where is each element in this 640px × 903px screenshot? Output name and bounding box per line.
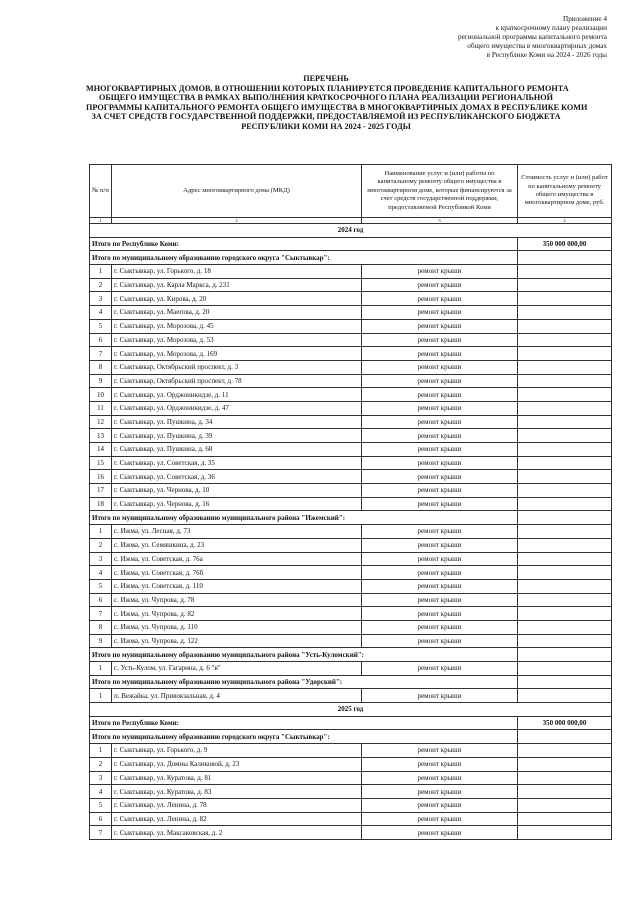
row-address: г. Сыктывкар, ул. Максаковская, д. 2: [112, 826, 362, 840]
year-row: [90, 224, 612, 238]
row-address: г. Сыктывкар, ул. Морозова, д. 53: [112, 333, 362, 347]
row-work: ремонт крыши: [362, 484, 518, 498]
title-line: ПЕРЕЧЕНЬ: [303, 74, 349, 83]
row-number: 9: [90, 634, 112, 648]
title-line: ОБЩЕГО ИМУЩЕСТВА В РАМКАХ ВЫПОЛНЕНИЯ КРАТКОСРОЧНОГО ПЛАНА РЕАЛИЗАЦИИ РЕГИОНАЛЬНОЙ: [98, 93, 554, 103]
row-number: 10: [90, 388, 112, 402]
row-address: г. Сыктывкар, ул. Кирова, д. 20: [112, 292, 362, 306]
row-work: ремонт крыши: [362, 552, 518, 566]
appendix-line: к краткосрочному плану реализации: [495, 23, 607, 32]
header-address: Адрес многоквартирного дома (МКД): [112, 165, 362, 218]
table-row: [90, 634, 612, 648]
row-work: ремонт крыши: [362, 634, 518, 648]
row-cost: [518, 456, 612, 470]
row-address: г. Сыктывкар, ул. Пушкина, д. 34: [112, 415, 362, 429]
row-number: 4: [90, 566, 112, 580]
column-number: 2: [112, 218, 362, 224]
row-cost: [518, 374, 612, 388]
header-cost: Стоимость услуг и (или) работ по капитальному ремонту общего имущества в многоквартирном доме, руб.: [518, 165, 612, 218]
row-work: ремонт крыши: [362, 771, 518, 785]
year-label: 2024 год: [90, 224, 612, 238]
row-cost: [518, 826, 612, 840]
row-work: ремонт крыши: [362, 360, 518, 374]
total-amount: 350 000 000,00: [518, 716, 612, 730]
table-header-row: [90, 165, 612, 218]
row-cost: [518, 538, 612, 552]
year-label: 2025 год: [90, 703, 612, 717]
row-number: 11: [90, 401, 112, 415]
appendix-line: Приложение 4: [563, 15, 607, 23]
row-work: ремонт крыши: [362, 306, 518, 320]
row-cost: [518, 798, 612, 812]
row-cost: [518, 292, 612, 306]
table-row: [90, 798, 612, 812]
row-address: г. Сыктывкар, ул. Чернова, д. 16: [112, 497, 362, 511]
row-address: с. Ижма, ул. Чупрова, д. 78: [112, 593, 362, 607]
row-number: 6: [90, 812, 112, 826]
row-address: с. Ижма, ул. Чупрова, д. 122: [112, 634, 362, 648]
table-row: [90, 689, 612, 703]
row-work: ремонт крыши: [362, 415, 518, 429]
row-cost: [518, 812, 612, 826]
row-cost: [518, 388, 612, 402]
row-number: 5: [90, 579, 112, 593]
row-work: ремонт крыши: [362, 456, 518, 470]
table-row: [90, 470, 612, 484]
row-work: ремонт крыши: [362, 497, 518, 511]
row-cost: [518, 333, 612, 347]
column-number: 1: [90, 218, 112, 224]
row-cost: [518, 552, 612, 566]
table-row: [90, 388, 612, 402]
municipality-label: Итого по муниципальному образованию муниципального района "Усть-Куломский":: [90, 648, 518, 662]
table-row: [90, 456, 612, 470]
municipality-row: [90, 251, 612, 265]
municipality-amount: [518, 730, 612, 744]
table-row: [90, 265, 612, 279]
total-label: Итого по Республике Коми:: [90, 237, 518, 251]
table-row: [90, 826, 612, 840]
row-work: ремонт крыши: [362, 757, 518, 771]
row-work: ремонт крыши: [362, 579, 518, 593]
row-address: г. Сыктывкар, ул. Куратова, д. 81: [112, 771, 362, 785]
row-work: ремонт крыши: [362, 525, 518, 539]
table-row: [90, 785, 612, 799]
column-number: 3: [362, 218, 518, 224]
row-work: ремонт крыши: [362, 785, 518, 799]
row-cost: [518, 689, 612, 703]
row-cost: [518, 401, 612, 415]
row-number: 6: [90, 593, 112, 607]
row-work: ремонт крыши: [362, 538, 518, 552]
row-cost: [518, 785, 612, 799]
title-line: ЗА СЧЕТ СРЕДСТВ ГОСУДАРСТВЕННОЙ ПОДДЕРЖКИ, ПРЕДОСТАВЛЯЕМОЙ ИЗ РЕСПУБЛИКАНСКОГО БЮДЖЕТА: [91, 112, 561, 122]
row-cost: [518, 634, 612, 648]
row-number: 16: [90, 470, 112, 484]
table-row: [90, 579, 612, 593]
table-row: [90, 812, 612, 826]
row-cost: [518, 497, 612, 511]
table-row: [90, 347, 612, 361]
row-number: 3: [90, 771, 112, 785]
row-cost: [518, 566, 612, 580]
row-work: ремонт крыши: [362, 470, 518, 484]
row-address: г. Сыктывкар, ул. Горького, д. 18: [112, 265, 362, 279]
row-address: с. Ижма, ул. Чупрова, д. 82: [112, 607, 362, 621]
row-address: г. Сыктывкар, ул. Пушкина, д. 68: [112, 443, 362, 457]
total-label: Итого по Республике Коми:: [90, 716, 518, 730]
row-number: 1: [90, 662, 112, 676]
row-work: ремонт крыши: [362, 278, 518, 292]
row-cost: [518, 265, 612, 279]
row-work: ремонт крыши: [362, 798, 518, 812]
table-row: [90, 552, 612, 566]
row-number: 4: [90, 306, 112, 320]
row-address: с. Ижма, ул. Лесная, д. 73: [112, 525, 362, 539]
title-line: ПРОГРАММЫ КАПИТАЛЬНОГО РЕМОНТА ОБЩЕГО ИМУЩЕСТВА В МНОГОКВАРТИРНЫХ ДОМАХ В РЕСПУБЛИКЕ КОМИ: [86, 102, 588, 112]
row-number: 7: [90, 347, 112, 361]
row-cost: [518, 525, 612, 539]
table-row: [90, 374, 612, 388]
row-cost: [518, 278, 612, 292]
row-number: 7: [90, 826, 112, 840]
table-row: [90, 497, 612, 511]
row-work: ремонт крыши: [362, 443, 518, 457]
row-number: 7: [90, 607, 112, 621]
appendix-line: в Республике Коми на 2024 - 2026 годы: [486, 50, 607, 59]
row-work: ремонт крыши: [362, 662, 518, 676]
row-number: 12: [90, 415, 112, 429]
row-cost: [518, 744, 612, 758]
row-cost: [518, 306, 612, 320]
row-address: г. Сыктывкар, ул. Пушкина, д. 39: [112, 429, 362, 443]
header-work: Наименование услуг и (или) работы по капитальному ремонту общего имущества в многоквартирном доме, которые финансируются за счет средств государственной поддержки, предоставляемой Республикой Коми: [362, 165, 518, 218]
row-cost: [518, 415, 612, 429]
municipality-row: [90, 511, 612, 525]
row-address: г. Сыктывкар, ул. Советская, д. 36: [112, 470, 362, 484]
houses-table: [89, 164, 612, 840]
appendix-line: общего имущества в многоквартирных домах: [467, 41, 607, 50]
row-cost: [518, 579, 612, 593]
row-address: г. Сыктывкар, ул. Горького, д. 9: [112, 744, 362, 758]
total-row: [90, 716, 612, 730]
header-num: № п/п: [90, 165, 112, 218]
row-number: 1: [90, 525, 112, 539]
row-number: 5: [90, 319, 112, 333]
row-cost: [518, 662, 612, 676]
row-address: г. Сыктывкар, ул. Орджоникидзе, д. 11: [112, 388, 362, 402]
row-address: с. Усть-Кулом, ул. Гагарина, д. 6 "в": [112, 662, 362, 676]
table-row: [90, 429, 612, 443]
row-number: 2: [90, 538, 112, 552]
table-body: [90, 224, 612, 840]
table-row: [90, 319, 612, 333]
row-address: г. Сыктывкар, ул. Чернова, д. 10: [112, 484, 362, 498]
municipality-row: [90, 730, 612, 744]
column-number: 4: [518, 218, 612, 224]
table-row: [90, 278, 612, 292]
row-number: 1: [90, 744, 112, 758]
row-cost: [518, 607, 612, 621]
row-address: с. Ижма, ул. Советская, д. 110: [112, 579, 362, 593]
total-row: [90, 237, 612, 251]
table-row: [90, 662, 612, 676]
row-cost: [518, 443, 612, 457]
table-row: [90, 415, 612, 429]
table-row: [90, 333, 612, 347]
municipality-amount: [518, 648, 612, 662]
table-row: [90, 306, 612, 320]
row-address: г. Сыктывкар, ул. Морозова, д. 45: [112, 319, 362, 333]
row-address: г. Сыктывкар, ул. Домны Каликовой, д. 23: [112, 757, 362, 771]
row-number: 15: [90, 456, 112, 470]
row-number: 4: [90, 785, 112, 799]
row-address: с. Ижма, ул. Советская, д. 76а: [112, 552, 362, 566]
row-number: 18: [90, 497, 112, 511]
table-row: [90, 593, 612, 607]
table-row: [90, 620, 612, 634]
row-work: ремонт крыши: [362, 812, 518, 826]
row-address: г. Сыктывкар, ул. Ленина, д. 82: [112, 812, 362, 826]
row-work: ремонт крыши: [362, 292, 518, 306]
municipality-label: Итого по муниципальному образованию муниципального района "Ижемский":: [90, 511, 518, 525]
municipality-label: Итого по муниципальному образованию муниципального района "Удорский":: [90, 675, 518, 689]
row-address: п. Вежайка, ул. Привокзальная, д. 4: [112, 689, 362, 703]
row-work: ремонт крыши: [362, 689, 518, 703]
row-work: ремонт крыши: [362, 566, 518, 580]
row-number: 3: [90, 552, 112, 566]
row-work: ремонт крыши: [362, 401, 518, 415]
row-work: ремонт крыши: [362, 744, 518, 758]
table-row: [90, 566, 612, 580]
row-number: 6: [90, 333, 112, 347]
row-cost: [518, 757, 612, 771]
row-cost: [518, 593, 612, 607]
row-address: г. Сыктывкар, Октябрьский проспект, д. 78: [112, 374, 362, 388]
row-number: 13: [90, 429, 112, 443]
title-line: МНОГОКВАРТИРНЫХ ДОМОВ, В ОТНОШЕНИИ КОТОРЫХ ПЛАНИРУЕТСЯ ПРОВЕДЕНИЕ КАПИТАЛЬНОГО РЕМОНТА: [86, 83, 569, 93]
table-row: [90, 292, 612, 306]
row-work: ремонт крыши: [362, 826, 518, 840]
row-work: ремонт крыши: [362, 374, 518, 388]
row-work: ремонт крыши: [362, 388, 518, 402]
total-amount: 350 000 000,00: [518, 237, 612, 251]
row-address: с. Ижма, ул. Чупрова, д. 110: [112, 620, 362, 634]
table-row: [90, 484, 612, 498]
appendix-note: [367, 15, 607, 60]
row-address: г. Сыктывкар, ул. Карла Маркса, д. 231: [112, 278, 362, 292]
table-row: [90, 757, 612, 771]
row-address: г. Сыктывкар, ул. Куратова, д. 83: [112, 785, 362, 799]
row-address: с. Ижма, ул. Советская, д. 76б: [112, 566, 362, 580]
row-address: г. Сыктывкар, ул. Морозова, д. 169: [112, 347, 362, 361]
row-number: 1: [90, 265, 112, 279]
row-number: 8: [90, 620, 112, 634]
row-address: г. Сыктывкар, Октябрьский проспект, д. 3: [112, 360, 362, 374]
table-row: [90, 538, 612, 552]
appendix-line: региональной программы капитального ремонта: [457, 32, 607, 41]
row-number: 17: [90, 484, 112, 498]
row-work: ремонт крыши: [362, 607, 518, 621]
municipality-row: [90, 675, 612, 689]
row-cost: [518, 360, 612, 374]
table-row: [90, 443, 612, 457]
municipality-label: Итого по муниципальному образованию городского округа "Сыктывкар":: [90, 730, 518, 744]
row-cost: [518, 319, 612, 333]
row-work: ремонт крыши: [362, 333, 518, 347]
year-row: [90, 703, 612, 717]
row-number: 2: [90, 757, 112, 771]
row-number: 2: [90, 278, 112, 292]
row-work: ремонт крыши: [362, 319, 518, 333]
document-title: [86, 74, 588, 132]
row-number: 1: [90, 689, 112, 703]
municipality-label: Итого по муниципальному образованию городского округа "Сыктывкар":: [90, 251, 518, 265]
row-work: ремонт крыши: [362, 429, 518, 443]
table-row: [90, 360, 612, 374]
municipality-row: [90, 648, 612, 662]
row-cost: [518, 470, 612, 484]
row-cost: [518, 771, 612, 785]
row-work: ремонт крыши: [362, 593, 518, 607]
row-number: 8: [90, 360, 112, 374]
row-cost: [518, 429, 612, 443]
row-work: ремонт крыши: [362, 620, 518, 634]
row-number: 9: [90, 374, 112, 388]
row-address: г. Сыктывкар, ул. Советская, д. 35: [112, 456, 362, 470]
table-row: [90, 525, 612, 539]
row-work: ремонт крыши: [362, 347, 518, 361]
table-row: [90, 771, 612, 785]
row-number: 5: [90, 798, 112, 812]
table-row: [90, 607, 612, 621]
row-address: г. Сыктывкар, ул. Маегова, д. 20: [112, 306, 362, 320]
municipality-amount: [518, 251, 612, 265]
row-cost: [518, 347, 612, 361]
row-address: с. Ижма, ул. Семяшкина, д. 23: [112, 538, 362, 552]
row-number: 14: [90, 443, 112, 457]
row-number: 3: [90, 292, 112, 306]
municipality-amount: [518, 675, 612, 689]
table-row: [90, 401, 612, 415]
row-cost: [518, 620, 612, 634]
row-address: г. Сыктывкар, ул. Орджоникидзе, д. 47: [112, 401, 362, 415]
row-cost: [518, 484, 612, 498]
table-row: [90, 744, 612, 758]
row-address: г. Сыктывкар, ул. Ленина, д. 78: [112, 798, 362, 812]
row-work: ремонт крыши: [362, 265, 518, 279]
title-line: РЕСПУБЛИКИ КОМИ НА 2024 - 2025 ГОДЫ: [241, 121, 411, 131]
municipality-amount: [518, 511, 612, 525]
